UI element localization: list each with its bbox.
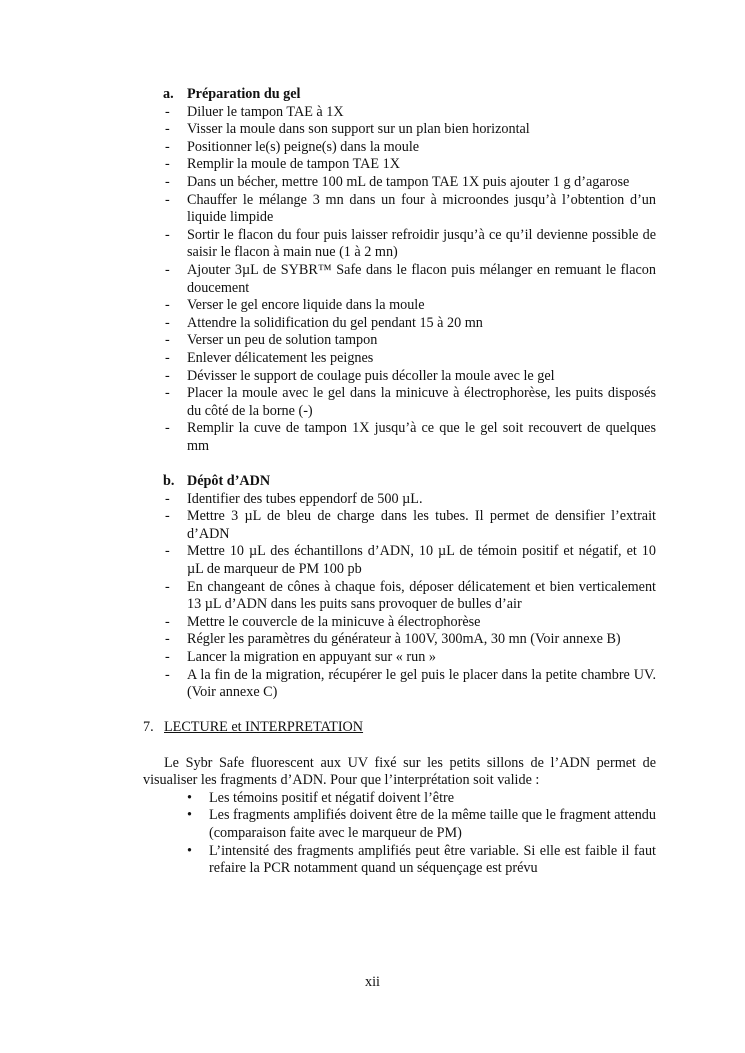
list-item-text: Diluer le tampon TAE à 1X xyxy=(187,103,344,120)
dash-marker: - xyxy=(165,121,170,138)
page-number: xii xyxy=(365,974,380,990)
list-item xyxy=(143,631,656,649)
list-item-text: Régler les paramètres du générateur à 100V, 300mA, 30 mn (Voir annexe B) xyxy=(187,631,621,648)
section-7-heading xyxy=(143,719,656,737)
section-b-list xyxy=(143,491,656,702)
list-item-text: Les fragments amplifiés doivent être de la même taille que le fragment attendu (comparaison faite avec le marqueur de PM) xyxy=(209,807,656,841)
section-a-letter: a. xyxy=(163,86,174,102)
dash-marker: - xyxy=(165,543,170,560)
list-item-text: En changeant de cônes à chaque fois, déposer délicatement et bien verticalement 13 µL d’ADN dans les puits sans provoquer de bulles d’air xyxy=(187,578,656,613)
list-item xyxy=(143,543,656,578)
dash-marker: - xyxy=(165,314,170,331)
bullet-marker: • xyxy=(187,789,192,806)
list-item xyxy=(143,420,656,455)
dash-marker: - xyxy=(165,508,170,525)
list-item-text: Attendre la solidification du gel pendant 15 à 20 mn xyxy=(187,314,483,331)
list-item-text: Dévisser le support de coulage puis décoller la moule avec le gel xyxy=(187,367,555,384)
list-item xyxy=(143,667,656,702)
list-item-text: Identifier des tubes eppendorf de 500 µL. xyxy=(187,490,423,507)
list-item-text: Chauffer le mélange 3 mn dans un four à microondes jusqu’à l’obtention d’un liquide limpide xyxy=(187,191,656,226)
section-7-title: LECTURE et INTERPRETATION xyxy=(164,719,364,736)
dash-marker: - xyxy=(165,420,170,437)
dash-marker: - xyxy=(165,613,170,630)
list-item xyxy=(143,104,656,122)
list-item-text: Positionner le(s) peigne(s) dans la moule xyxy=(187,138,420,155)
list-item xyxy=(143,649,656,667)
list-item-text: Remplir la moule de tampon TAE 1X xyxy=(187,156,400,173)
list-item-text: Verser un peu de solution tampon xyxy=(187,332,378,349)
section-a-title: Préparation du gel xyxy=(187,86,301,102)
list-item xyxy=(143,139,656,157)
spacer xyxy=(143,702,656,720)
list-item xyxy=(143,579,656,614)
section-a-heading xyxy=(143,86,656,104)
list-item xyxy=(143,385,656,420)
list-item-text: Sortir le flacon du four puis laisser refroidir jusqu’à ce qu’il devienne possible de saisir le flacon à main nue (1 à 2 mn) xyxy=(187,226,656,261)
section-b-title: Dépôt d’ADN xyxy=(187,473,271,490)
list-item-text: Verser le gel encore liquide dans la moule xyxy=(187,297,425,314)
dash-marker: - xyxy=(165,156,170,173)
list-item-text: Remplir la cuve de tampon 1X jusqu’à ce que le gel soit recouvert de quelques mm xyxy=(187,420,656,454)
dash-marker: - xyxy=(165,490,170,507)
section-b-heading xyxy=(143,473,656,491)
list-item xyxy=(143,227,656,262)
section-7-number: 7. xyxy=(143,719,154,736)
list-item-text: Mettre 3 µL de bleu de charge dans les tubes. Il permet de densifier l’extrait d’ADN xyxy=(187,508,656,542)
list-item xyxy=(143,614,656,632)
section-7-bullet-list xyxy=(143,790,656,878)
spacer xyxy=(143,455,656,473)
list-item-text: Dans un bécher, mettre 100 mL de tampon TAE 1X puis ajouter 1 g d’agarose xyxy=(187,173,630,190)
list-item-text: Lancer la migration en appuyant sur « run » xyxy=(187,649,436,665)
list-item xyxy=(143,315,656,333)
dash-marker: - xyxy=(165,649,170,665)
dash-marker: - xyxy=(165,349,170,366)
list-item-text: Placer la moule avec le gel dans la minicuve à électrophorèse, les puits disposés du côté de la borne (-) xyxy=(187,385,656,419)
section-7-paragraph: Le Sybr Safe fluorescent aux UV fixé sur les petits sillons de l’ADN permet de visualiser les fragments d’ADN. Pour que l’interprétation soit valide : xyxy=(143,754,656,789)
dash-marker: - xyxy=(165,261,170,278)
list-item xyxy=(143,297,656,315)
dash-marker: - xyxy=(165,666,170,683)
list-item-text: Enlever délicatement les peignes xyxy=(187,349,374,366)
list-item xyxy=(143,350,656,368)
bullet-marker: • xyxy=(187,807,192,824)
dash-marker: - xyxy=(165,631,170,648)
dash-marker: - xyxy=(165,297,170,314)
list-item-text: Mettre le couvercle de la minicuve à électrophorèse xyxy=(187,613,481,630)
dash-marker: - xyxy=(165,385,170,402)
spacer xyxy=(143,737,656,755)
list-item xyxy=(143,508,656,543)
document-page xyxy=(143,86,656,878)
section-b-letter: b. xyxy=(163,473,175,490)
list-item xyxy=(143,843,656,878)
dash-marker: - xyxy=(165,138,170,155)
list-item-text: L’intensité des fragments amplifiés peut être variable. Si elle est faible il faut refaire la PCR notamment quand un séquençage est prévu xyxy=(209,842,656,877)
list-item-text: A la fin de la migration, récupérer le gel puis le placer dans la petite chambre UV. (Voir annexe C) xyxy=(187,666,656,701)
list-item xyxy=(143,790,656,808)
dash-marker: - xyxy=(165,332,170,349)
list-item-text: Mettre 10 µL des échantillons d’ADN, 10 µL de témoin positif et négatif, et 10 µL de marqueur de PM 100 pb xyxy=(187,543,656,578)
list-item-text: Les témoins positif et négatif doivent l’être xyxy=(209,789,455,806)
dash-marker: - xyxy=(165,367,170,384)
list-item xyxy=(143,121,656,139)
section-a-list xyxy=(143,104,656,456)
list-item xyxy=(143,192,656,227)
bullet-marker: • xyxy=(187,842,192,859)
list-item xyxy=(143,368,656,386)
list-item xyxy=(143,807,656,842)
dash-marker: - xyxy=(165,578,170,595)
list-item xyxy=(143,262,656,297)
list-item xyxy=(143,174,656,192)
list-item xyxy=(143,491,656,509)
dash-marker: - xyxy=(165,226,170,243)
dash-marker: - xyxy=(165,191,170,208)
list-item-text: Visser la moule dans son support sur un plan bien horizontal xyxy=(187,121,530,138)
list-item xyxy=(143,332,656,350)
dash-marker: - xyxy=(165,103,170,120)
list-item-text: Ajouter 3µL de SYBR™ Safe dans le flacon puis mélanger en remuant le flacon doucement xyxy=(187,261,656,296)
list-item xyxy=(143,156,656,174)
dash-marker: - xyxy=(165,173,170,190)
